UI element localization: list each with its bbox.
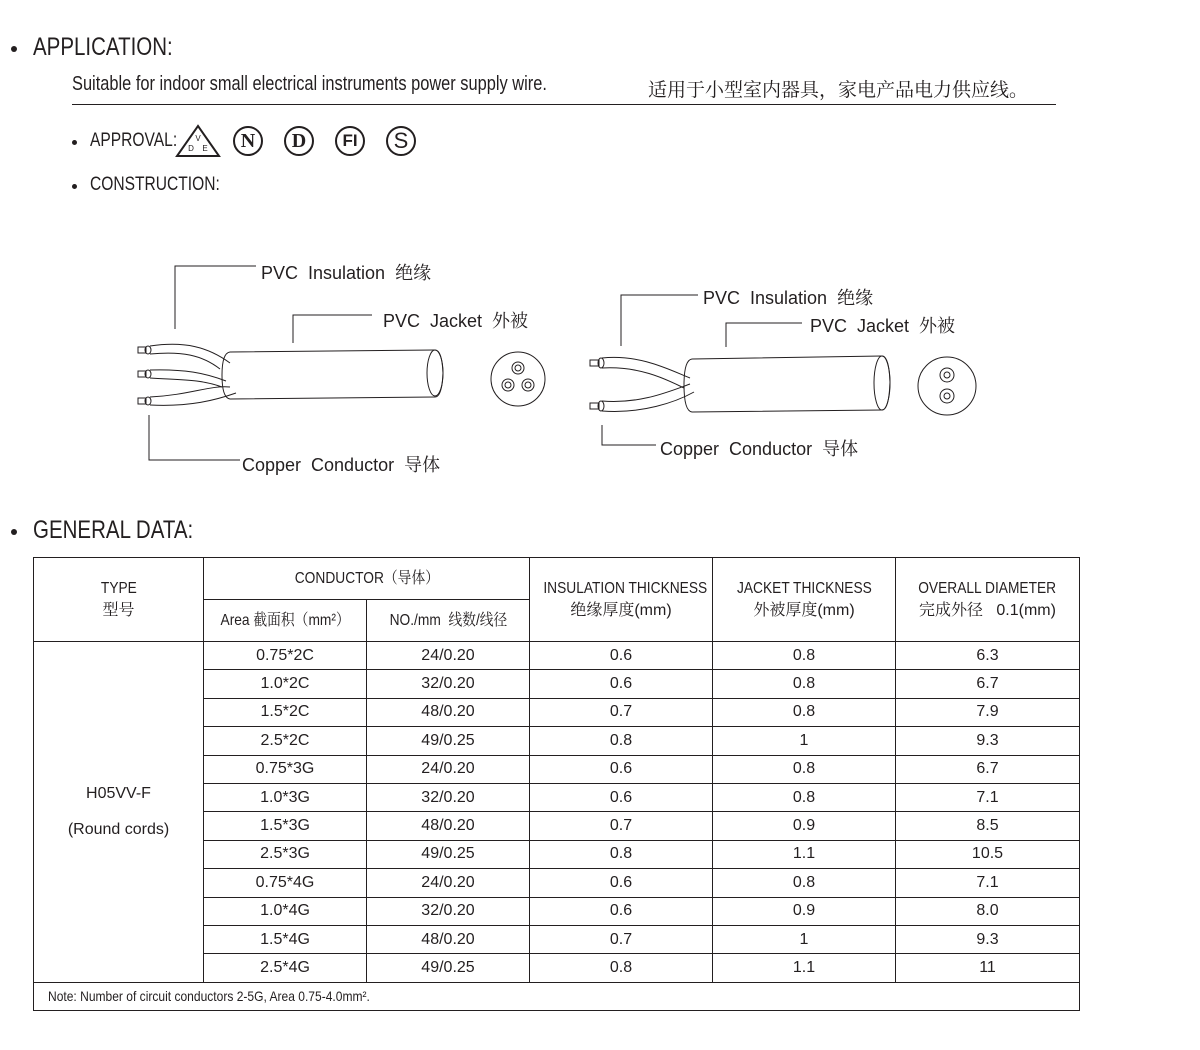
insulation-cell: 0.7 bbox=[530, 925, 713, 953]
overall-diameter-cell: 6.7 bbox=[896, 755, 1080, 783]
svg-text:E: E bbox=[202, 144, 208, 153]
header-insulation-thickness: INSULATION THICKNESS 绝缘厚度(mm) bbox=[530, 558, 713, 642]
area-cell: 1.0*3G bbox=[204, 783, 367, 811]
nomm-cell: 49/0.25 bbox=[367, 954, 530, 982]
nomm-cell: 48/0.20 bbox=[367, 925, 530, 953]
fimko-mark-icon: FI bbox=[335, 126, 365, 156]
svg-text:D: D bbox=[188, 144, 194, 153]
application-heading: APPLICATION: bbox=[33, 33, 173, 61]
jacket-cell: 1.1 bbox=[713, 954, 896, 982]
jacket-cell: 0.8 bbox=[713, 783, 896, 811]
jacket-cell: 0.8 bbox=[713, 642, 896, 670]
nomm-cell: 49/0.25 bbox=[367, 727, 530, 755]
construction-label: CONSTRUCTION: bbox=[90, 174, 220, 195]
table-row bbox=[34, 642, 1080, 670]
approval-label: APPROVAL: bbox=[90, 130, 178, 151]
overall-diameter-cell: 9.3 bbox=[896, 925, 1080, 953]
type-cell: H05VV-F (Round cords) bbox=[34, 642, 204, 983]
area-cell: 1.5*3G bbox=[204, 812, 367, 840]
left-jacket-label: PVC Jacket 外被 bbox=[383, 311, 529, 331]
cable-3core-diagram bbox=[130, 255, 550, 475]
nomm-cell: 24/0.20 bbox=[367, 642, 530, 670]
area-cell: 2.5*4G bbox=[204, 954, 367, 982]
overall-diameter-cell: 6.7 bbox=[896, 670, 1080, 698]
jacket-cell: 1 bbox=[713, 925, 896, 953]
general-data-heading: GENERAL DATA: bbox=[33, 516, 194, 544]
header-overall-diameter: OVERALL DIAMETER 完成外径 0.1(mm) bbox=[896, 558, 1080, 642]
application-rule bbox=[72, 104, 1056, 105]
application-text-en: Suitable for indoor small electrical instruments power supply wire. bbox=[72, 73, 547, 95]
nomm-cell: 48/0.20 bbox=[367, 812, 530, 840]
nomm-cell: 49/0.25 bbox=[367, 840, 530, 868]
note-row bbox=[34, 982, 1080, 1010]
general-data-bullet bbox=[11, 529, 17, 535]
nomm-cell: 32/0.20 bbox=[367, 670, 530, 698]
nomm-cell: 32/0.20 bbox=[367, 897, 530, 925]
vde-mark-icon bbox=[175, 124, 221, 158]
insulation-cell: 0.6 bbox=[530, 642, 713, 670]
nomm-cell: 32/0.20 bbox=[367, 783, 530, 811]
nomm-cell: 48/0.20 bbox=[367, 698, 530, 726]
insulation-cell: 0.6 bbox=[530, 783, 713, 811]
jacket-cell: 1.1 bbox=[713, 840, 896, 868]
demko-mark-icon: D bbox=[284, 126, 314, 156]
nomm-cell: 24/0.20 bbox=[367, 869, 530, 897]
nemko-mark-icon: N bbox=[233, 126, 263, 156]
area-cell: 1.0*4G bbox=[204, 897, 367, 925]
insulation-cell: 0.8 bbox=[530, 954, 713, 982]
insulation-cell: 0.6 bbox=[530, 670, 713, 698]
jacket-cell: 0.9 bbox=[713, 897, 896, 925]
header-jacket-thickness: JACKET THICKNESS 外被厚度(mm) bbox=[713, 558, 896, 642]
overall-diameter-cell: 9.3 bbox=[896, 727, 1080, 755]
svg-text:V: V bbox=[195, 134, 201, 143]
jacket-cell: 0.8 bbox=[713, 698, 896, 726]
left-insulation-label: PVC Insulation 绝缘 bbox=[261, 263, 432, 283]
approval-bullet bbox=[72, 140, 77, 145]
overall-diameter-cell: 11 bbox=[896, 954, 1080, 982]
overall-diameter-cell: 8.0 bbox=[896, 897, 1080, 925]
insulation-cell: 0.8 bbox=[530, 727, 713, 755]
insulation-cell: 0.8 bbox=[530, 840, 713, 868]
application-text-zh: 适用于小型室内器具，家电产品电力供应线。 bbox=[648, 79, 1029, 101]
area-cell: 2.5*2C bbox=[204, 727, 367, 755]
overall-diameter-cell: 8.5 bbox=[896, 812, 1080, 840]
overall-diameter-cell: 10.5 bbox=[896, 840, 1080, 868]
header-nomm: NO./mm 线数/线径 bbox=[367, 600, 530, 642]
construction-bullet bbox=[72, 184, 77, 189]
table-note: Note: Number of circuit conductors 2-5G, Area 0.75-4.0mm². bbox=[34, 982, 1080, 1010]
overall-diameter-cell: 7.1 bbox=[896, 869, 1080, 897]
insulation-cell: 0.7 bbox=[530, 812, 713, 840]
nomm-cell: 24/0.20 bbox=[367, 755, 530, 783]
header-area: Area 截面积（mm²） bbox=[204, 600, 367, 642]
jacket-cell: 0.9 bbox=[713, 812, 896, 840]
header-conductor: CONDUCTOR（导体） bbox=[204, 558, 530, 600]
area-cell: 1.5*4G bbox=[204, 925, 367, 953]
header-type: TYPE 型号 bbox=[34, 558, 204, 642]
overall-diameter-cell: 7.9 bbox=[896, 698, 1080, 726]
left-conductor-label: Copper Conductor 导体 bbox=[242, 455, 441, 475]
jacket-cell: 0.8 bbox=[713, 755, 896, 783]
application-bullet bbox=[11, 46, 17, 52]
overall-diameter-cell: 6.3 bbox=[896, 642, 1080, 670]
general-data-table bbox=[33, 557, 1080, 1011]
area-cell: 2.5*3G bbox=[204, 840, 367, 868]
area-cell: 0.75*4G bbox=[204, 869, 367, 897]
right-jacket-label: PVC Jacket 外被 bbox=[810, 316, 956, 336]
right-insulation-label: PVC Insulation 绝缘 bbox=[703, 288, 874, 308]
jacket-cell: 0.8 bbox=[713, 670, 896, 698]
right-conductor-label: Copper Conductor 导体 bbox=[660, 439, 859, 459]
insulation-cell: 0.6 bbox=[530, 755, 713, 783]
insulation-cell: 0.6 bbox=[530, 869, 713, 897]
jacket-cell: 1 bbox=[713, 727, 896, 755]
insulation-cell: 0.7 bbox=[530, 698, 713, 726]
jacket-cell: 0.8 bbox=[713, 869, 896, 897]
insulation-cell: 0.6 bbox=[530, 897, 713, 925]
area-cell: 0.75*2C bbox=[204, 642, 367, 670]
area-cell: 0.75*3G bbox=[204, 755, 367, 783]
area-cell: 1.5*2C bbox=[204, 698, 367, 726]
semko-mark-icon: S bbox=[386, 126, 416, 156]
area-cell: 1.0*2C bbox=[204, 670, 367, 698]
overall-diameter-cell: 7.1 bbox=[896, 783, 1080, 811]
